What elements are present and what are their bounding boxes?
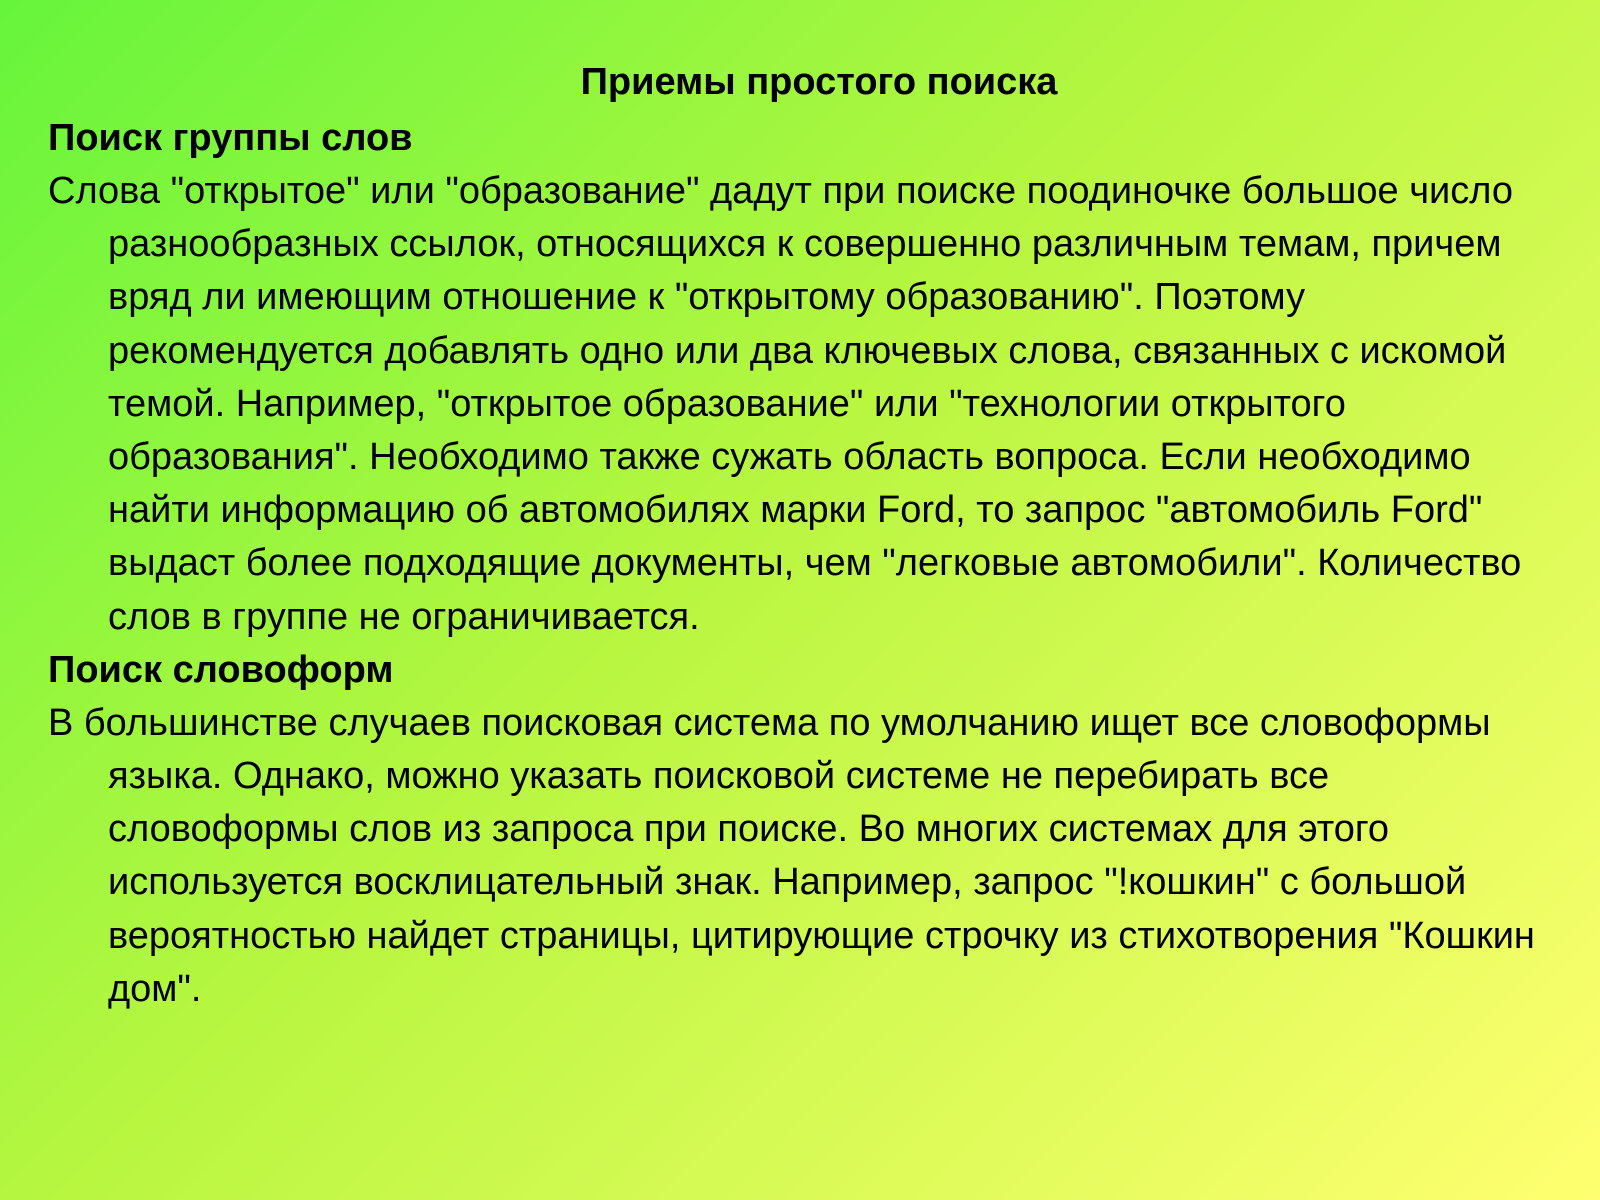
slide-title: Приемы простого поиска: [580, 61, 1058, 103]
section-heading-word-forms: Поиск словоформ: [48, 648, 394, 691]
paragraph-word-group: Слова "открытое" или "образование" дадут при поиске поодиночке большое число разнообразных ссылок, относящихся к совершенно различным темам, причем вряд ли имеющим отношение к "открытому образованию". Поэтому рекомендуется добавлять одно или два ключевых слова, связанных с искомой темой. Например, "открытое образование" или "технологии открытого образования". Необходимо также сужать область вопроса. Если необходимо найти информацию об автомобилях марки Ford, то запрос "автомобиль Ford" выдаст более подходящие документы, чем "легковые автомобили". Количество слов в группе не ограничивается.: [48, 170, 1522, 638]
paragraph-word-forms: В большинстве случаев поисковая система по умолчанию ищет все словоформы языка. Однако, можно указать поисковой системе не перебирать все словоформы слов из запроса при поиске. Во многих системах для этого используется восклицательный знак. Например, запрос "!кошкин" с большой вероятностью найдет страницы, цитирующие строчку из стихотворения "Кошкин дом".: [48, 701, 1535, 1010]
section-heading-word-group: Поиск группы слов: [48, 117, 413, 159]
